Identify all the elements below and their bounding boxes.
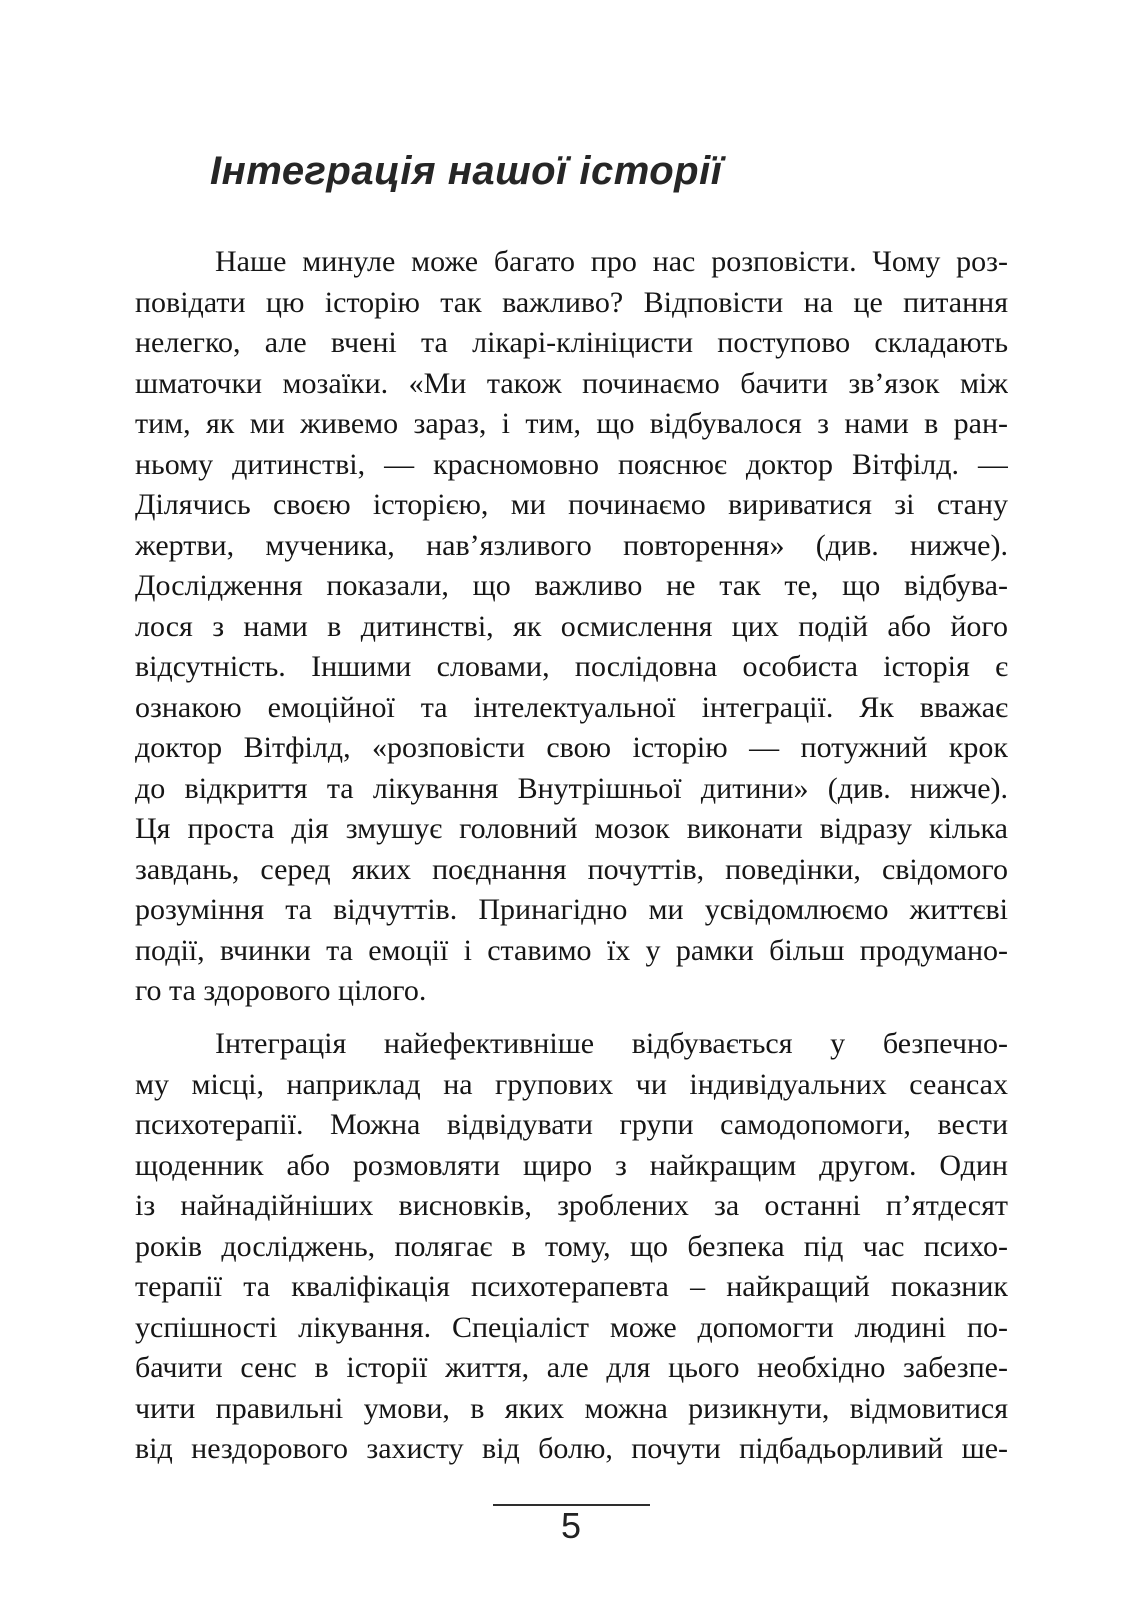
text-line: го та здорового цілого. — [135, 974, 427, 1007]
text-line: події, вчинки та емоції і ставимо їх у рамки більш продумано- — [135, 933, 1008, 967]
text-line: бачити сенс в історії життя, але для цього необхідно забезпе- — [135, 1351, 1008, 1384]
text-line: успішності лікування. Спеціаліст може допомогти людині по- — [135, 1310, 1008, 1344]
paragraph — [135, 242, 1008, 1012]
text-line: терапії та кваліфікація психотерапевта – найкращий показник — [135, 1270, 1008, 1303]
section-heading: Інтеграція нашої історії — [210, 149, 723, 193]
text-line: шматочки мозаїки. «Ми також починаємо бачити зв’язок між — [135, 366, 1008, 400]
text-line: від нездорового захисту від болю, почути підбадьорливий ше- — [135, 1432, 1008, 1465]
text-line: Інтеграція найефективніше відбувається у безпечно- — [215, 1027, 1008, 1060]
body-text — [135, 242, 1008, 1470]
text-line: щоденник або розмовляти щиро з найкращим другом. Один — [135, 1148, 1008, 1182]
text-line: повідати цю історію так важливо? Відповісти на це питання — [135, 285, 1008, 319]
text-line: ознакою емоційної та інтелектуальної інтеграції. Як вважає — [135, 690, 1008, 724]
text-line: лося з нами в дитинстві, як осмислення цих подій або його — [135, 609, 1008, 643]
text-line: тим, як ми живемо зараз, і тим, що відбувалося з нами в ран- — [135, 407, 1008, 440]
text-line: нелегко, але вчені та лікарі-клініцисти поступово складають — [135, 326, 1008, 359]
text-line: Дослідження показали, що важливо не так те, що відбува- — [135, 569, 1008, 602]
text-line: Наше минуле може багато про нас розповісти. Чому роз- — [215, 245, 1008, 278]
text-line: років досліджень, полягає в тому, що безпека під час психо- — [135, 1229, 1008, 1263]
text-line: доктор Вітфілд, «розповісти свою історію — потужний крок — [135, 731, 1008, 764]
text-line: чити правильні умови, в яких можна ризикнути, відмовитися — [135, 1391, 1008, 1425]
text-line: психотерапії. Можна відвідувати групи самодопомоги, вести — [135, 1108, 1008, 1141]
text-line: розуміння та відчуттів. Принагідно ми усвідомлюємо життєві — [135, 893, 1008, 926]
text-line: із найнадійніших висновків, зроблених за останні п’ятдесят — [135, 1189, 1008, 1222]
text-line: до відкриття та лікування Внутрішньої дитини» (див. нижче). — [135, 771, 1008, 805]
text-line: му місці, наприклад на групових чи індивідуальних сеансах — [135, 1067, 1008, 1101]
text-line: Ділячись своєю історією, ми починаємо вириватися зі стану — [135, 488, 1008, 521]
paragraph — [135, 1024, 1008, 1470]
text-line: відсутність. Іншими словами, послідовна особиста історія є — [135, 650, 1008, 683]
text-line: завдань, серед яких поєднання почуттів, поведінки, свідомого — [135, 852, 1008, 886]
text-line: Ця проста дія змушує головний мозок виконати відразу кілька — [135, 812, 1008, 845]
text-line: жертви, мученика, нав’язливого повторення» (див. нижче). — [135, 528, 1008, 562]
text-line: ньому дитинстві, — красномовно пояснює доктор Вітфілд. — — [135, 447, 1008, 481]
page-number: 5 — [560, 1505, 582, 1546]
